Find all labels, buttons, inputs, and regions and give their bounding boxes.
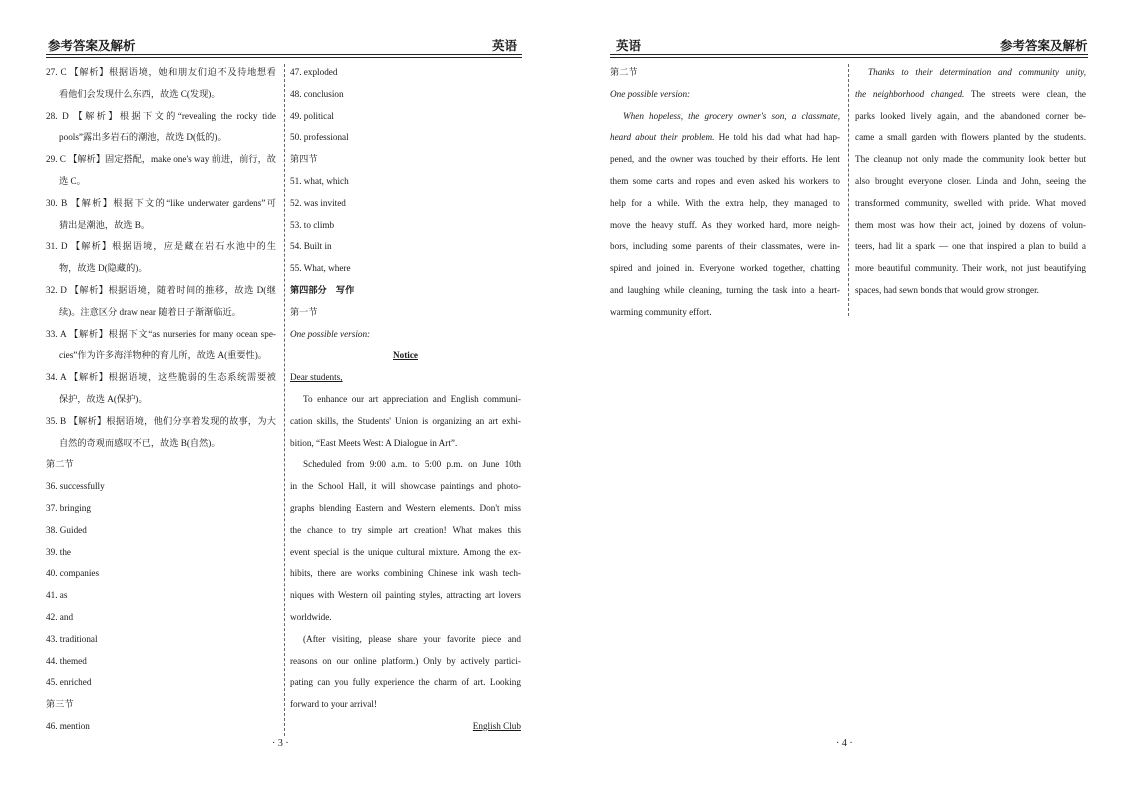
essay-line: teers, had lit a spark — one that inspired a plan to build a — [855, 241, 1086, 252]
section-heading: 第二节 — [46, 459, 74, 470]
essay-line: in the School Hall, it will showcase paintings and photo- — [290, 481, 521, 492]
answer-line: 34. A 【解析】根据语境，这些脆弱的生态系统需要被 — [46, 372, 276, 383]
answer-line: 27. C 【解析】根据语境，她和朋友们迫不及待地想看 — [46, 67, 276, 77]
answer-line: 45. enriched — [46, 677, 92, 688]
essay-line: and laughing while cleaning, turning the task into a heart- — [610, 284, 840, 295]
essay-line: To enhance our art appreciation and English communi- — [303, 393, 521, 404]
header-subject: 英语 — [492, 39, 518, 53]
answer-line: 32. D 【解析】根据语境，随着时间的推移，故选 D(继 — [46, 284, 276, 295]
column-divider — [284, 64, 285, 736]
essay-line: reasons on our online platform.) Only by actively partici- — [290, 655, 521, 666]
answer-line: 自然的奇观而感叹不已，故选 B(自然)。 — [59, 437, 221, 448]
header-right-title: 参考答案及解析 — [1000, 39, 1088, 53]
answer-line: cies”作为许多海洋物种的育儿所，故选 A(重要性)。 — [59, 350, 267, 361]
header-rule — [610, 54, 1088, 55]
notice-title: Notice — [393, 350, 418, 361]
signature: English Club — [472, 720, 521, 731]
essay-line: event special is the unique cultural mixture. Among the ex- — [290, 546, 521, 557]
answer-line: 选 C。 — [59, 175, 86, 186]
essay-lines — [855, 106, 1086, 302]
answer-line: 29. C 【解析】固定搭配，make one's way 前进，前行，故 — [46, 154, 276, 165]
essay-line: also brought everyone closer. Linda and John, seeing the — [855, 175, 1086, 186]
essay-line: them some carts and ropes and even asked his workers to — [610, 175, 840, 186]
part-heading: 第四部分 写作 — [290, 284, 355, 295]
essay-text: The streets were clean, the — [964, 88, 1087, 99]
section-heading: 第四节 — [290, 154, 318, 165]
essay-line: warming community effort. — [610, 306, 712, 317]
essay-line: Thanks to their determination and community unity, — [868, 67, 1086, 77]
section-heading: 第一节 — [290, 306, 318, 317]
page-4 — [566, 0, 1132, 800]
answer-line: 50. professional — [290, 132, 349, 143]
essay-line: Scheduled from 9:00 a.m. to 5:00 p.m. on June 10th — [303, 459, 521, 470]
essay-italic-text: heard about their problem. — [610, 132, 715, 143]
header-rule-thin — [610, 57, 1088, 58]
essay-column-1 — [610, 62, 840, 324]
answer-line: 46. mention — [46, 720, 90, 731]
salutation: Dear students, — [290, 372, 343, 383]
essay-line — [610, 127, 840, 149]
essay-line: cation skills, the Students' Union is organizing an art exhi- — [290, 415, 521, 426]
essay-line: parks looked lively again, and the abandoned corner be- — [855, 110, 1086, 121]
essay-line: forward to your arrival! — [290, 699, 377, 710]
essay-lines — [610, 149, 840, 323]
answer-line: 44. themed — [46, 655, 87, 666]
answer-line: 31. D 【解析】根据语境，应是藏在岩石水池中的生 — [46, 241, 276, 252]
essay-line: spired and joined in. Everyone worked together, chatting — [610, 263, 840, 274]
essay-line: them most was how their act, joined by dozens of volun- — [855, 219, 1086, 230]
essay-line — [855, 84, 1086, 106]
essay-line: came a small garden with flowers planted by the students. — [855, 132, 1086, 143]
answer-line: 51. what, which — [290, 175, 349, 186]
answer-line: 续)。注意区分 draw near 随着日子渐渐临近。 — [59, 306, 241, 317]
answer-line: 39. the — [46, 546, 72, 557]
answer-line: 保护，故选 A(保护)。 — [59, 393, 148, 404]
answer-line: 35. B 【解析】根据语境，他们分享着发现的故事，为大 — [46, 415, 276, 426]
essay-line: transformed community, swelled with pride. What moved — [855, 197, 1086, 208]
essay-line: niques with Western oil painting styles, attracting art lovers — [290, 590, 521, 601]
header-subject: 英语 — [616, 39, 642, 53]
answer-line: 40. companies — [46, 568, 100, 579]
answer-line: 36. successfully — [46, 481, 105, 492]
answer-line: 54. Built in — [290, 241, 332, 252]
page-number: · 4 · — [836, 738, 853, 749]
essay-line: worldwide. — [290, 611, 332, 622]
essay-line: The cleanup not only made the community look better but — [855, 154, 1086, 165]
essay-line: more beautiful community. Their work, not just beautifying — [855, 263, 1086, 274]
essay-line: spaces, had sewn bonds that would grow stronger. — [855, 284, 1039, 295]
essay-line: the chance to try simple art creation! What makes this — [290, 524, 521, 535]
version-label: One possible version: — [610, 88, 691, 99]
answer-line: 53. to climb — [290, 219, 335, 230]
answer-line: 看他们会发现什么东西，故选 C(发现)。 — [59, 88, 221, 99]
section-heading: 第二节 — [610, 67, 638, 77]
answer-column-1 — [46, 62, 276, 738]
version-label: One possible version: — [290, 328, 371, 339]
essay-line: When hopeless, the grocery owner's son, a classmate, — [623, 110, 840, 121]
answer-line: 物，故选 D(隐藏的)。 — [59, 263, 148, 274]
header-left-title: 参考答案及解析 — [48, 39, 136, 53]
essay-line: bition, “East Meets West: A Dialogue in Art”. — [290, 437, 458, 448]
essay-italic-text: the neighborhood changed. — [855, 88, 965, 99]
answer-line: 33. A 【解析】根据下文“as nurseries for many ocean spe- — [46, 328, 276, 339]
essay-line: hibits, there are works combining Chinese ink wash tech- — [290, 568, 521, 579]
header-rule — [46, 54, 522, 55]
answer-line: 38. Guided — [46, 524, 87, 535]
essay-line: pating can you fully experience the charm of art. Looking — [290, 677, 521, 688]
answer-line: pools”露出多岩石的潮池，故选 D(低的)。 — [59, 132, 227, 143]
essay-line: (After visiting, please share your favorite piece and — [303, 633, 521, 644]
essay-line: help for a while. With the extra help, they managed to — [610, 197, 840, 208]
answer-line: 30. B 【解析】根据下文的“like underwater gardens”可 — [46, 197, 276, 208]
header-rule-thin — [46, 57, 522, 58]
answer-line: 55. What, where — [290, 263, 351, 274]
answer-line: 43. traditional — [46, 633, 98, 644]
answer-line: 48. conclusion — [290, 88, 344, 99]
answer-column-2 — [290, 62, 521, 738]
essay-column-2 — [855, 62, 1086, 302]
answer-line: 47. exploded — [290, 67, 338, 77]
answer-line: 49. political — [290, 110, 334, 121]
column-divider — [848, 64, 849, 316]
answer-line: 41. as — [46, 590, 68, 601]
essay-line: move the heavy stuff. As they worked hard, more neigh- — [610, 219, 840, 230]
answer-line: 37. bringing — [46, 502, 91, 513]
essay-text: He told his dad what had hap- — [714, 132, 840, 143]
essay-line: graphs blending Eastern and Western elements. Don't miss — [290, 502, 521, 513]
answer-line: 猜出是潮池，故选 B。 — [59, 219, 151, 230]
answer-line: 52. was invited — [290, 197, 346, 208]
answer-line: 42. and — [46, 611, 74, 622]
answer-line: 28. D 【解析】根据下文的“revealing the rocky tide — [46, 110, 276, 121]
page-number: · 3 · — [272, 738, 289, 749]
section-heading: 第三节 — [46, 699, 74, 710]
essay-line: bors, including some parents of their classmates, were in- — [610, 241, 840, 252]
essay-line: pened, and the owner was touched by their efforts. He lent — [610, 154, 840, 165]
